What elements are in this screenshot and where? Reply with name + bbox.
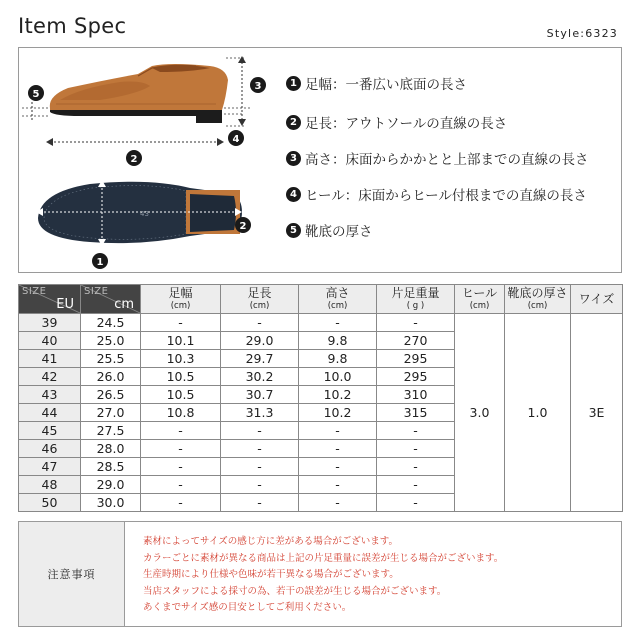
legend-item-length — [286, 112, 507, 132]
svg-text:2: 2 — [239, 221, 247, 232]
cell-length: - — [221, 494, 299, 512]
cell-size-cm: 24.5 — [81, 314, 141, 332]
cell-size-cm: 28.0 — [81, 440, 141, 458]
cell-length: 30.7 — [221, 386, 299, 404]
cell-height: 9.8 — [299, 332, 377, 350]
header-weight: 片足重量 ( g ) — [377, 285, 455, 314]
cell-height: - — [299, 314, 377, 332]
cell-size-eu: 45 — [19, 422, 81, 440]
marker-1 — [92, 253, 108, 269]
cell-size-eu: 41 — [19, 350, 81, 368]
svg-text:5: 5 — [32, 89, 40, 100]
cell-size-cm: 26.5 — [81, 386, 141, 404]
cell-height: - — [299, 458, 377, 476]
cell-weight: - — [377, 476, 455, 494]
cell-width: - — [141, 476, 221, 494]
cell-size-cm: 26.0 — [81, 368, 141, 386]
legend-number-1: 1 — [286, 76, 301, 91]
cell-width: 10.5 — [141, 386, 221, 404]
header-height: 高さ (cm) — [299, 285, 377, 314]
cell-size-cm: 29.0 — [81, 476, 141, 494]
style-code: Style:6323 — [546, 27, 618, 40]
cell-width: - — [141, 458, 221, 476]
svg-text:1: 1 — [96, 257, 104, 268]
page-title: Item Spec — [18, 14, 127, 38]
legend-text-sole: 靴底の厚さ — [305, 224, 373, 240]
marker-2-top — [126, 150, 142, 166]
cell-size-eu: 43 — [19, 386, 81, 404]
cell-size-cm: 30.0 — [81, 494, 141, 512]
legend-item-sole — [286, 220, 373, 240]
cell-height: 9.8 — [299, 350, 377, 368]
cell-length: - — [221, 476, 299, 494]
legend-number-3: 3 — [286, 151, 301, 166]
cell-size-eu: 44 — [19, 404, 81, 422]
cell-height: - — [299, 476, 377, 494]
legend-number-5: 5 — [286, 223, 301, 238]
marker-2-bottom — [235, 217, 251, 233]
legend-number-2: 2 — [286, 115, 301, 130]
cell-size-eu: 39 — [19, 314, 81, 332]
header-length: 足長 (cm) — [221, 285, 299, 314]
note-line: あくまでサイズ感の目安としてご利用ください。 — [143, 602, 352, 613]
cell-weight: 310 — [377, 386, 455, 404]
cell-height: 10.2 — [299, 404, 377, 422]
cell-length: - — [221, 422, 299, 440]
marker-4 — [228, 130, 244, 146]
note-line: 生産時期により仕様や色味が若干異なる場合がございます。 — [143, 569, 399, 580]
note-line: カラーごとに素材が異なる商品は上記の片足重量に誤差が生じる場合がございます。 — [143, 552, 504, 564]
header-cm-label: cm — [114, 297, 134, 312]
header-size-cm — [81, 285, 141, 314]
cell-weight: 295 — [377, 350, 455, 368]
notes-body — [125, 522, 621, 626]
cell-weight: - — [377, 314, 455, 332]
legend-text-height: 高さ：床面からかかとと上部までの直線の長さ — [305, 152, 589, 168]
cell-length: - — [221, 440, 299, 458]
note-line: 当店スタッフによる採寸の為、若干の誤差が生じる場合がございます。 — [143, 585, 447, 597]
cell-size-eu: 47 — [19, 458, 81, 476]
size-table — [18, 284, 623, 512]
cell-height: 10.0 — [299, 368, 377, 386]
cell-length: 29.7 — [221, 350, 299, 368]
shoe-diagram — [20, 50, 280, 270]
header-size-eu — [19, 285, 81, 314]
cell-weight: 295 — [377, 368, 455, 386]
cell-weight: - — [377, 458, 455, 476]
header-size-eu-corner: SIZE — [22, 286, 47, 297]
svg-text:43: 43 — [140, 210, 149, 218]
cell-heel: 3.0 — [455, 314, 505, 512]
legend-text-length: 足長：アウトソールの直線の長さ — [305, 116, 508, 132]
legend-item-heel — [286, 184, 587, 204]
cell-length: 30.2 — [221, 368, 299, 386]
cell-size-cm: 25.5 — [81, 350, 141, 368]
cell-size-eu: 46 — [19, 440, 81, 458]
cell-width: 10.8 — [141, 404, 221, 422]
svg-text:2: 2 — [130, 154, 138, 165]
note-line: 素材によってサイズの感じ方に差がある場合がございます。 — [143, 536, 398, 547]
cell-size-eu: 48 — [19, 476, 81, 494]
cell-size-eu: 50 — [19, 494, 81, 512]
cell-width: - — [141, 440, 221, 458]
cell-size-cm: 25.0 — [81, 332, 141, 350]
legend-item-width — [286, 73, 467, 93]
cell-height: - — [299, 440, 377, 458]
cell-length: 29.0 — [221, 332, 299, 350]
size-table-header — [19, 285, 623, 314]
cell-sole-thickness: 1.0 — [505, 314, 571, 512]
cell-height: - — [299, 422, 377, 440]
cell-width: - — [141, 422, 221, 440]
cell-height: 10.2 — [299, 386, 377, 404]
cell-weight: - — [377, 494, 455, 512]
cell-weight: 315 — [377, 404, 455, 422]
header-size-cm-corner: SIZE — [84, 286, 109, 297]
header-heel: ヒール (cm) — [455, 285, 505, 314]
cell-length: 31.3 — [221, 404, 299, 422]
cell-weight: - — [377, 440, 455, 458]
cell-width: - — [141, 494, 221, 512]
table-row — [19, 314, 623, 332]
notes-label: 注意事項 — [19, 522, 125, 626]
cell-wise: 3E — [571, 314, 623, 512]
cell-width: 10.5 — [141, 368, 221, 386]
svg-text:4: 4 — [232, 134, 240, 145]
cell-width: - — [141, 314, 221, 332]
cell-weight: - — [377, 422, 455, 440]
svg-text:3: 3 — [254, 81, 262, 92]
marker-3 — [250, 77, 266, 93]
header-wise: ワイズ — [571, 285, 623, 314]
header-sole-thickness: 靴底の厚さ (cm) — [505, 285, 571, 314]
cell-weight: 270 — [377, 332, 455, 350]
shoe-side-view — [50, 64, 228, 123]
notes-panel — [18, 521, 622, 627]
cell-size-cm: 27.0 — [81, 404, 141, 422]
header-eu-label: EU — [56, 297, 74, 312]
cell-width: 10.3 — [141, 350, 221, 368]
marker-5 — [28, 85, 44, 101]
legend-text-heel: ヒール：床面からヒール付根までの直線の長さ — [305, 188, 587, 204]
cell-length: - — [221, 458, 299, 476]
cell-size-eu: 42 — [19, 368, 81, 386]
legend-number-4: 4 — [286, 187, 301, 202]
legend-item-height — [286, 148, 589, 168]
cell-height: - — [299, 494, 377, 512]
cell-size-cm: 28.5 — [81, 458, 141, 476]
cell-length: - — [221, 314, 299, 332]
cell-size-eu: 40 — [19, 332, 81, 350]
legend-text-width: 足幅：一番広い底面の長さ — [305, 77, 467, 93]
cell-width: 10.1 — [141, 332, 221, 350]
header-width: 足幅 (cm) — [141, 285, 221, 314]
cell-size-cm: 27.5 — [81, 422, 141, 440]
